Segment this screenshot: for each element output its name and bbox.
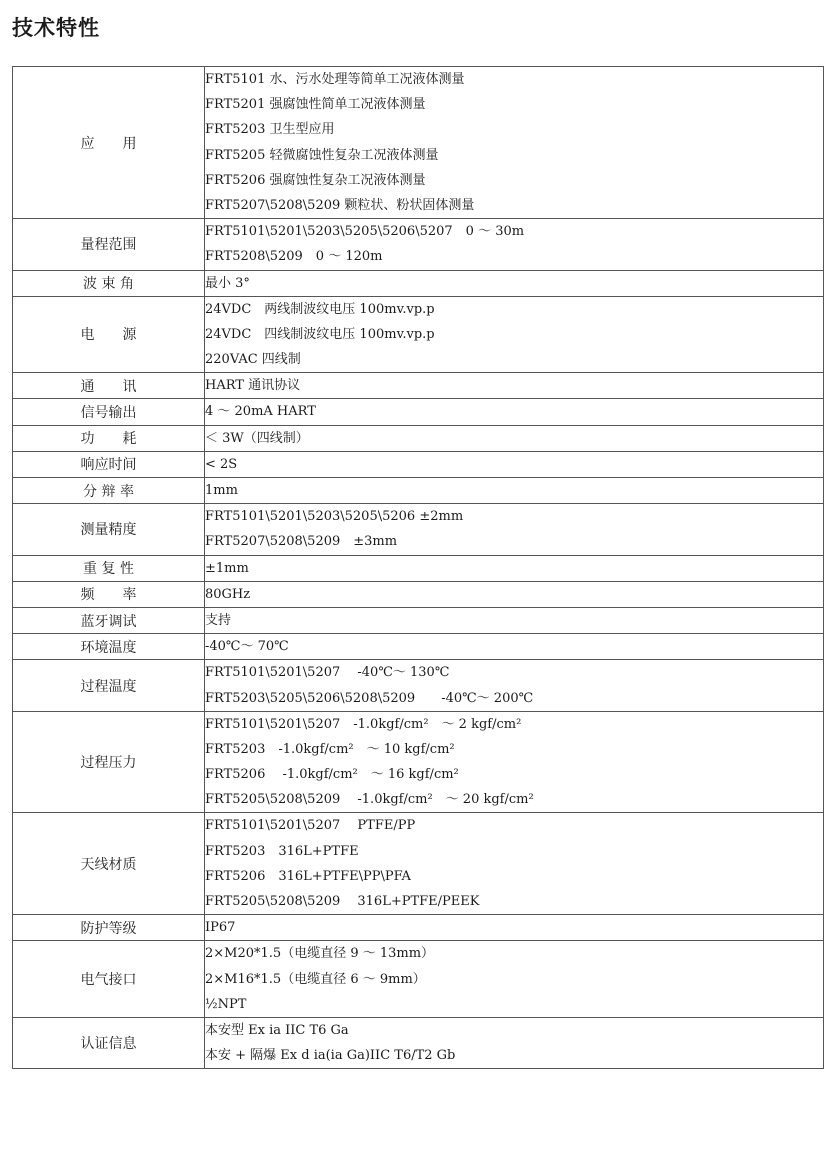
spec-label: 测量精度	[13, 504, 205, 555]
spec-label: 分 辩 率	[13, 478, 205, 504]
spec-value	[205, 607, 824, 633]
spec-value-line: FRT5203 卫生型应用	[205, 122, 335, 138]
spec-value	[205, 425, 824, 451]
spec-label: 蓝牙调试	[13, 607, 205, 633]
spec-label: 过程压力	[13, 711, 205, 813]
spec-row	[13, 634, 824, 660]
spec-value-line: 本安型 Ex ia IIC T6 Ga	[205, 1022, 349, 1038]
spec-value	[205, 1017, 824, 1068]
spec-label: 波 束 角	[13, 270, 205, 296]
spec-value	[205, 813, 824, 915]
spec-row	[13, 67, 824, 219]
spec-value-line: FRT5206 316L+PTFE\PP\PFA	[205, 868, 411, 884]
spec-value-line: 24VDC 四线制波纹电压 100mv.vp.p	[205, 326, 435, 342]
spec-value	[205, 504, 824, 555]
spec-label: 天线材质	[13, 813, 205, 915]
spec-row	[13, 478, 824, 504]
spec-value-line: FRT5207\5208\5209 颗粒状、粉状固体测量	[205, 197, 475, 213]
spec-label: 功 耗	[13, 425, 205, 451]
spec-value-line: 80GHz	[205, 586, 251, 602]
spec-value	[205, 373, 824, 399]
spec-value-line: 本安 + 隔爆 Ex d ia(ia Ga)IIC T6/T2 Gb	[205, 1048, 456, 1064]
spec-label: 应 用	[13, 67, 205, 219]
spec-value	[205, 915, 824, 941]
spec-value	[205, 711, 824, 813]
spec-value-line: 1mm	[205, 483, 238, 498]
spec-row	[13, 399, 824, 425]
spec-value	[205, 555, 824, 581]
spec-value	[205, 941, 824, 1018]
spec-row	[13, 270, 824, 296]
spec-row	[13, 219, 824, 270]
spec-value-line: FRT5203 316L+PTFE	[205, 843, 359, 859]
spec-value-line: ＜ 3W（四线制）	[205, 430, 309, 446]
page-title: 技术特性	[12, 16, 100, 40]
spec-label: 过程温度	[13, 660, 205, 711]
spec-value-line: 支持	[205, 612, 232, 628]
spec-value-line: HART 通讯协议	[205, 378, 301, 394]
spec-value-line: ±1mm	[205, 560, 249, 576]
spec-value	[205, 581, 824, 607]
spec-value-line: 4 ～ 20mA HART	[205, 404, 316, 420]
spec-label: 环境温度	[13, 634, 205, 660]
spec-row	[13, 607, 824, 633]
spec-table	[12, 66, 824, 1069]
spec-value-line: FRT5101 水、污水处理等简单工况液体测量	[205, 72, 465, 87]
spec-label: 频 率	[13, 581, 205, 607]
spec-value-line: FRT5205\5208\5209 -1.0kgf/cm² ～ 20 kgf/cm²	[205, 792, 534, 808]
spec-row	[13, 425, 824, 451]
spec-value-line: FRT5101\5201\5207 -40℃～ 130℃	[205, 665, 450, 681]
spec-row	[13, 581, 824, 607]
spec-value	[205, 296, 824, 373]
spec-label: 重 复 性	[13, 555, 205, 581]
spec-row	[13, 504, 824, 555]
spec-value-line: ½NPT	[205, 996, 247, 1012]
spec-row	[13, 711, 824, 813]
spec-label: 认证信息	[13, 1017, 205, 1068]
spec-label: 量程范围	[13, 219, 205, 270]
spec-value	[205, 451, 824, 477]
spec-value-line: FRT5203\5205\5206\5208\5209 -40℃～ 200℃	[205, 690, 534, 706]
spec-row	[13, 941, 824, 1018]
spec-value-line: FRT5101\5201\5207 -1.0kgf/cm² ～ 2 kgf/cm²	[205, 716, 522, 732]
spec-value-line: 24VDC 两线制波纹电压 100mv.vp.p	[205, 301, 435, 317]
spec-row	[13, 915, 824, 941]
spec-value-line: FRT5208\5209 0 ～ 120m	[205, 249, 383, 265]
spec-value-line: FRT5101\5201\5207 PTFE/PP	[205, 818, 416, 834]
spec-row	[13, 373, 824, 399]
spec-label: 响应时间	[13, 451, 205, 477]
spec-row	[13, 555, 824, 581]
spec-value-line: 220VAC 四线制	[205, 352, 301, 368]
spec-row	[13, 1017, 824, 1068]
spec-value-line: FRT5203 -1.0kgf/cm² ～ 10 kgf/cm²	[205, 741, 455, 757]
spec-value-line: FRT5205\5208\5209 316L+PTFE/PEEK	[205, 894, 480, 909]
spec-value	[205, 270, 824, 296]
spec-value-line: 2×M16*1.5（电缆直径 6 ～ 9mm）	[205, 971, 426, 987]
spec-row	[13, 813, 824, 915]
spec-value	[205, 219, 824, 270]
spec-value	[205, 634, 824, 660]
spec-row	[13, 296, 824, 373]
spec-table-body	[13, 67, 824, 1069]
spec-label: 电气接口	[13, 941, 205, 1018]
spec-value-line: FRT5101\5201\5203\5205\5206 ±2mm	[205, 509, 464, 525]
spec-value-line: IP67	[205, 920, 236, 936]
spec-value-line: 最小 3°	[205, 275, 250, 291]
spec-value-line: 2×M20*1.5（电缆直径 9 ～ 13mm）	[205, 946, 435, 962]
spec-value	[205, 478, 824, 504]
spec-label: 信号输出	[13, 399, 205, 425]
spec-label: 电 源	[13, 296, 205, 373]
spec-value	[205, 660, 824, 711]
spec-row	[13, 451, 824, 477]
spec-value	[205, 67, 824, 219]
spec-label: 防护等级	[13, 915, 205, 941]
spec-value-line: FRT5201 强腐蚀性简单工况液体测量	[205, 97, 426, 113]
spec-value-line: < 2S	[205, 456, 238, 472]
spec-value	[205, 399, 824, 425]
spec-value-line: FRT5207\5208\5209 ±3mm	[205, 534, 398, 550]
spec-value-line: FRT5206 -1.0kgf/cm² ～ 16 kgf/cm²	[205, 767, 459, 783]
spec-value-line: FRT5101\5201\5203\5205\5206\5207 0 ～ 30m	[205, 224, 525, 240]
spec-row	[13, 660, 824, 711]
spec-value-line: FRT5205 轻微腐蚀性复杂工况液体测量	[205, 147, 439, 163]
spec-value-line: FRT5206 强腐蚀性复杂工况液体测量	[205, 172, 426, 188]
spec-value-line: -40℃～ 70℃	[205, 639, 289, 655]
spec-label: 通 讯	[13, 373, 205, 399]
